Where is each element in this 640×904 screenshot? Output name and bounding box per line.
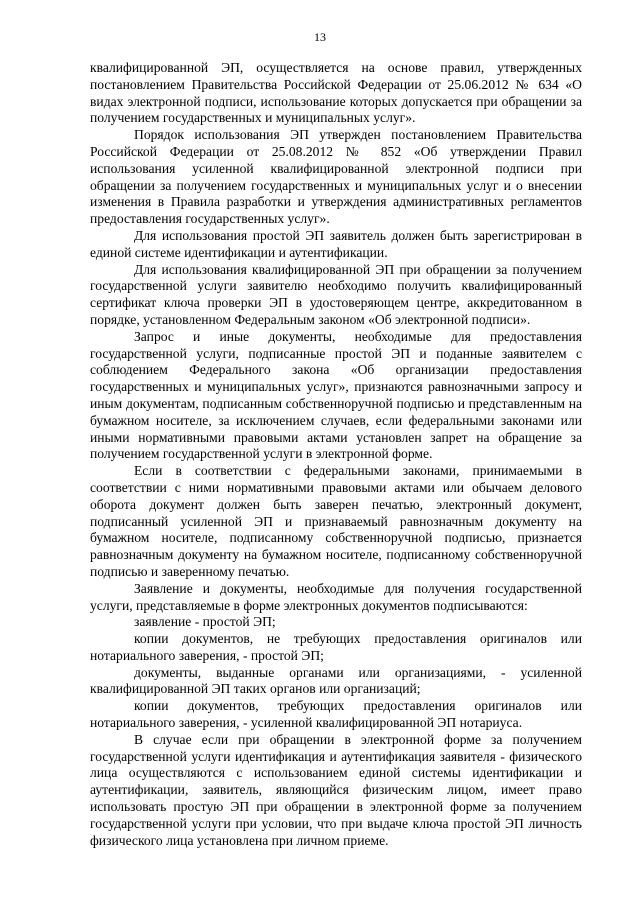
list-item: заявление - простой ЭП; [134, 614, 276, 630]
paragraph: Запрос и иные документы, необходимые для предоставления государственной услуги, подписанные простой ЭП и поданные заявителем с соблюдением Федерального закона «Об организации предоставления государственных и муниципальных услуг», признаются равнозначными запросу и иным документам, подписанным собственноручной подписью и представленным на бумажном носителе, за исключением случаев, если федеральными законами или иными нормативными правовыми актами установлен запрет на обращение за получением государственной услуги в электронной форме. [90, 328, 582, 462]
list-item: копии документов, не требующих предоставления оригиналов или нотариального заверения, - простой ЭП; [90, 631, 582, 663]
document-body [90, 60, 582, 849]
page-number: 13 [314, 30, 326, 44]
paragraph: Для использования простой ЭП заявитель должен быть зарегистрирован в единой системе идентификации и аутентификации. [90, 227, 582, 260]
paragraph: Заявление и документы, необходимые для получения государственной услуги, представляемые в форме электронных документов подписываются: [90, 580, 582, 613]
list-item: документы, выданные органами или организациями, - усиленной квалифицированной ЭП таких органов или организаций; [90, 664, 582, 697]
paragraph: Порядок использования ЭП утвержден постановлением Правительства Российской Федерации от 25.08.2012 № 852 «Об утверждении Правил использования усиленной квалифицированной электронной подписи при обращении за получением государственных и муниципальных услуг и о внесении изменения в Правила разработки и утверждения административных регламентов предоставления государственных услуг». [90, 127, 582, 227]
list-item: копии документов, требующих предоставления оригиналов или нотариального заверения, - усиленной квалифицированной ЭП нотариуса. [90, 698, 582, 731]
paragraph: Для использования квалифицированной ЭП при обращении за получением государственной услуги заявителю необходимо получить квалифицированный сертификат ключа проверки ЭП в удостоверяющем центре, аккредитованном в порядке, установленном Федеральным законом «Об электронной подписи». [90, 261, 582, 327]
paragraph: Если в соответствии с федеральными законами, принимаемыми в соответствии с ними нормативными правовыми актами или обычаем делового оборота документ должен быть заверен печатью, электронный документ, подписанный усиленной ЭП и признаваемый равнозначным документу на бумажном носителе, подписанному собственноручной подписью, признается равнозначным документу на бумажном носителе, подписанному собственноручной подписью и заверенному печатью. [90, 463, 582, 579]
paragraph: квалифицированной ЭП, осуществляется на основе правил, утвержденных постановлением Правительства Российской Федерации от 25.06.2012 № 634 «О видах электронной подписи, использование которых допускается при обращении за получением государственных и муниципальных услуг». [90, 60, 582, 126]
paragraph: В случае если при обращении в электронной форме за получением государственной услуги идентификация и аутентификация заявителя - физического лица осуществляются с использованием единой системы идентификации и аутентификации, заявитель, являющийся физическим лицом, имеет право использовать простую ЭП при обращении в электронной форме за получением государственной услуги при условии, что при выдаче ключа простой ЭП личность физического лица установлена при личном приеме. [90, 731, 582, 848]
